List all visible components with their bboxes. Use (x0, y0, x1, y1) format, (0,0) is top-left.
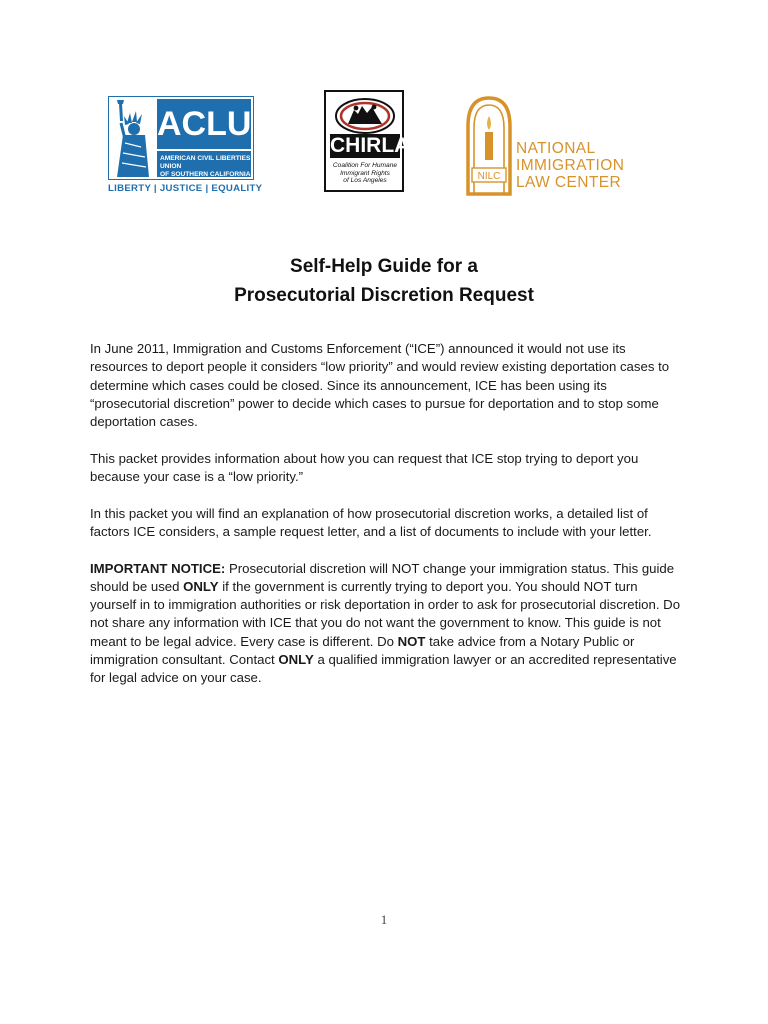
aclu-logo-box (108, 96, 254, 180)
statue-of-liberty-icon (111, 99, 153, 177)
notice-text-2: if the government is currently trying to deport you. You should NOT turn yourself in to immigration authorities or risk deportation in order to ask for prosecutorial discretion. Do not share any information with ICE that you do not want the government to know. This guide is not meant to be legal advice. Every case is different. Do (90, 578, 681, 649)
document-body (90, 340, 682, 706)
nilc-name-line1: NATIONAL (516, 140, 596, 157)
chirla-subtitle-line1: Coalition For Humane (332, 162, 398, 169)
chirla-logo-frame (324, 90, 410, 192)
aclu-subtitle-line2: OF SOUTHERN CALIFORNIA (160, 171, 251, 178)
chirla-subtitle (330, 162, 400, 185)
nilc-name-line3: LAW CENTER (516, 174, 622, 191)
chirla-emblem-icon (334, 96, 396, 134)
aclu-wordmark: ACLU (157, 99, 251, 149)
paragraph-packet-info: This packet provides information about how you can request that ICE stop trying to deport you because your case is a “low priority.” (90, 450, 639, 485)
aclu-tagline: LIBERTY | JUSTICE | EQUALITY (108, 183, 263, 194)
notice-label: IMPORTANT NOTICE: (90, 560, 226, 576)
notice-only-emphasis-2: ONLY (278, 652, 314, 668)
notice-only-emphasis-1: ONLY (183, 578, 219, 594)
notice-text-1: Prosecutorial discretion will NOT change your immigration status. This guide should be used (90, 560, 675, 594)
aclu-subtitle-line1: AMERICAN CIVIL LIBERTIES UNION (160, 155, 251, 170)
nilc-name-line2: IMMIGRATION (516, 157, 625, 174)
nilc-name (516, 140, 625, 191)
document-title (0, 252, 768, 310)
paragraph-ice-announcement: In June 2011, Immigration and Customs Enforcement (“ICE”) announced it would not use its resources to deport people it considers “low priority” and would review existing deportation cases to determine which cases could be closed. Since its announcement, ICE has been using its “prosecutorial discretion” power to decide which cases to pursue for deportation and to stop some deportation cases. (90, 341, 670, 430)
title-line2: Prosecutorial Discretion Request (234, 285, 534, 306)
chirla-subtitle-line3: of Los Angeles (343, 177, 387, 185)
chirla-wordmark: CHIRLA (330, 134, 410, 157)
notice-text-3: take advice from a Notary Public or immigration consultant. Contact (90, 633, 635, 668)
paragraph-packet-contents: In this packet you will find an explanation of how prosecutorial discretion works, a detailed list of factors ICE considers, a sample request letter, and a list of documents to include with your letter. (90, 505, 652, 539)
aclu-logo (108, 96, 263, 198)
notice-not-emphasis: NOT (397, 633, 426, 649)
nilc-candle-arch-icon (464, 96, 514, 196)
title-line1: Self-Help Guide for a (290, 256, 478, 277)
chirla-logo (324, 90, 410, 194)
paragraph-important-notice (90, 560, 682, 688)
chirla-subtitle-line2: Immigrant Rights (340, 169, 390, 177)
nilc-logo (464, 96, 625, 196)
notice-text-4: a qualified immigration lawyer or an accredited representative for legal advice on your case. (90, 652, 677, 686)
aclu-subtitle (157, 151, 251, 177)
page-number: 1 (380, 912, 388, 927)
nilc-badge: NILC (477, 171, 501, 182)
